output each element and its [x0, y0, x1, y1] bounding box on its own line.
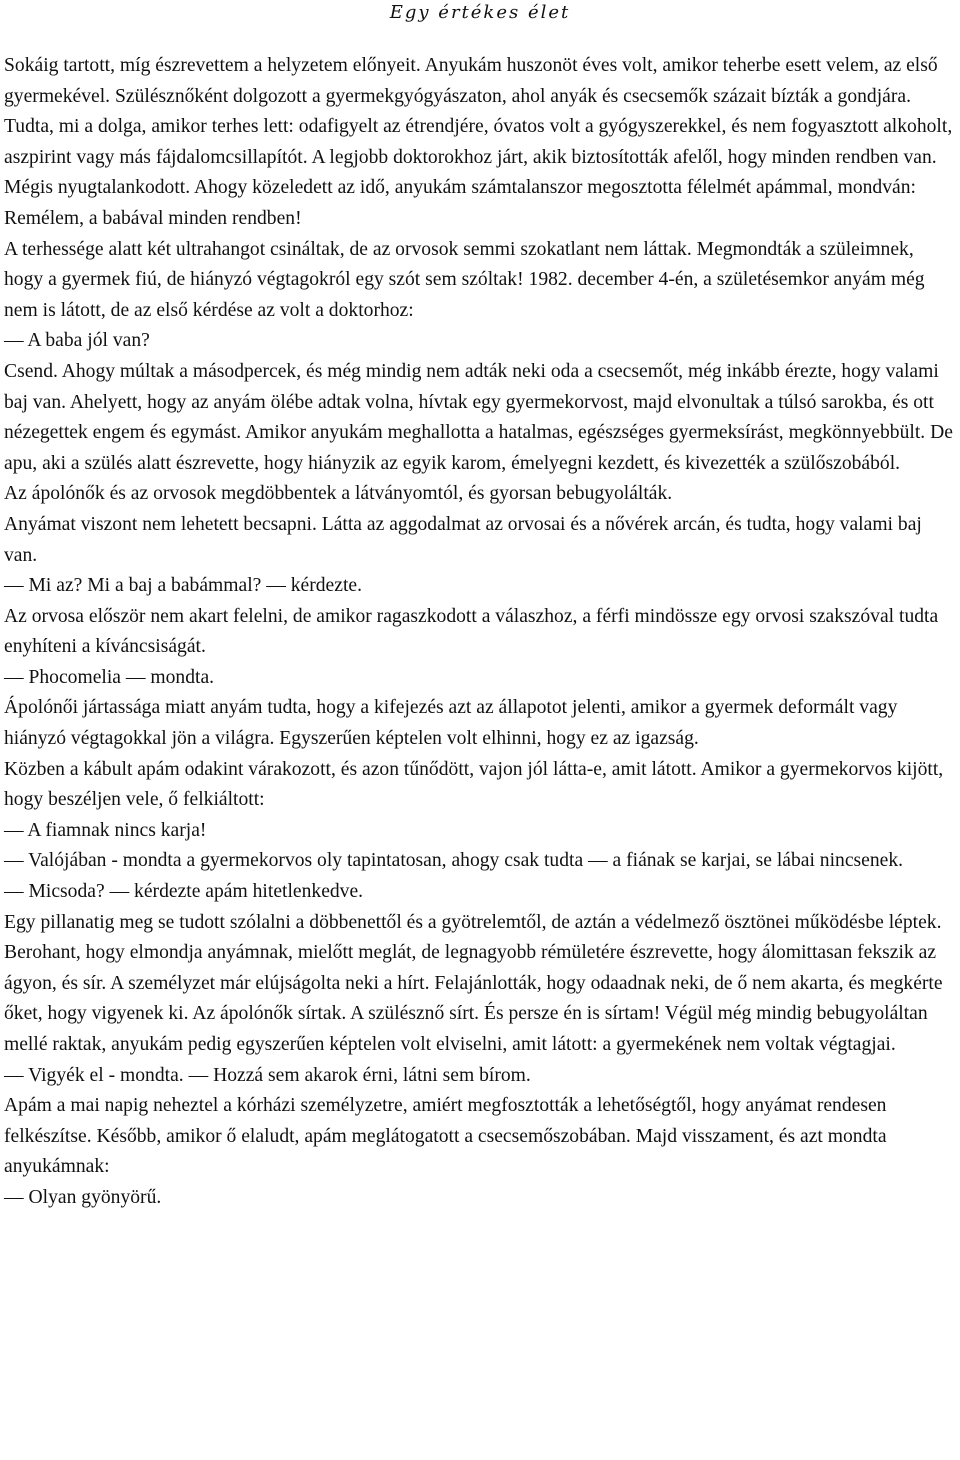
paragraph: A terhessége alatt két ultrahangot csináltak, de az orvosok semmi szokatlant nem láttak. Megmondták a szüleimnek, hogy a gyermek fiú, de hiányzó végtagokról egy szót sem szóltak! 1982. december 4-én, a születésemkor anyám még nem is látott, de az első kérdése az volt a doktorhoz: [4, 238, 925, 321]
paragraph: Sokáig tartott, míg észrevettem a helyzetem előnyeit. Anyukám huszonöt éves volt, amikor teherbe esett velem, az első gyermekével. Szülésznőként dolgozott a gyermekgyógyászaton, ahol anyák és csecsemők százait bízták a gondjára. Tudta, mi a dolga, amikor terhes lett: odafigyelt az étrendjére, óvatos volt a gyógyszerekkel, és nem fogyasztott alkoholt, aszpirint vagy más fájdalomcsillapítót. A legjobb doktorokhoz járt, akik biztosították afelől, hogy minden rendben van. [4, 55, 953, 168]
paragraph: Anyámat viszont nem lehetett becsapni. Látta az aggodalmat az orvosai és a nővérek arcán, és tudta, hogy valami baj van. [4, 513, 922, 566]
paragraph: Ápolónői jártassága miatt anyám tudta, hogy a kifejezés azt az állapotot jelenti, amikor a gyermek deformált vagy hiányzó végtagokkal jön a világra. Egyszerűen képtelen volt elhinni, hogy ez az igazság. [4, 697, 898, 750]
paragraph: Mégis nyugtalankodott. Ahogy közeledett az idő, anyukám számtalanszor megosztotta félelmét apámmal, mondván: Remélem, a babával minden rendben! [4, 177, 916, 229]
paragraph: Az orvosa először nem akart felelni, de amikor ragaszkodott a válaszhoz, a férfi mindössze egy orvosi szakszóval tudta enyhíteni a kíváncsiságát. [4, 605, 939, 658]
dialogue-line: — A baba jól van? [4, 330, 150, 352]
paragraph: Egy pillanatig meg se tudott szólalni a döbbenettől és a gyötrelemtől, de aztán a védelmező ösztönei működésbe léptek. Berohant, hogy elmondja anyámnak, mielőtt meglát, de legnagyobb rémületére észrevette, hogy álomittasan fekszik az ágyon, és sír. A személyzet már elújságolta neki a hírt. Felajánlották, hogy odaadnak neki, de ő nem akarta, és megkérte őket, hogy vigyenek ki. Az ápolónők sírtak. A szülésznő sírt. És persze én is sírtam! Végül még mindig bebugyoláltan mellé raktak, anyukám pedig egyszerűen képtelen volt elviselni, amit látott: a gyermekének nem voltak végtagjai. [4, 911, 943, 1055]
dialogue-line: — Micsoda? — kérdezte apám hitetlenkedve. [4, 881, 364, 903]
dialogue-line: — Olyan gyönyörű. [4, 1186, 162, 1208]
paragraph: Apám a mai napig neheztel a kórházi személyzetre, amiért megfosztották a lehetőségtől, hogy anyámat rendesen felkészítse. Később, amikor ő elaludt, apám meglátogatott a csecsemőszobában. Majd visszament, és azt mondta anyukámnak: [4, 1095, 887, 1178]
paragraph: Csend. Ahogy múltak a másodpercek, és még mindig nem adták neki oda a csecsemőt, még inkább érezte, hogy valami baj van. Ahelyett, hogy az anyám ölébe adtak volna, hívtak egy gyermekorvost, majd elvonultak a túlsó sarokba, és ott nézegettek engem és egymást. Amikor anyukám meghallotta a hatalmas, egészséges gyermeksírást, megkönnyebbült. De apu, aki a szülés alatt észrevette, hogy hiányzik az egyik karom, émelyegni kezdett, és kivezették a szülőszobából. [4, 360, 953, 474]
paragraph: Az ápolónők és az orvosok megdöbbentek a látványomtól, és gyorsan bebugyolálták. [4, 483, 673, 505]
document-body [4, 51, 954, 1214]
document-title: Egy értékes élet [389, 2, 571, 23]
dialogue-line: — Phocomelia — mondta. [4, 666, 215, 688]
dialogue-line: — Mi az? Mi a baj a babámmal? — kérdezte. [4, 575, 362, 597]
dialogue-line: — Vigyék el - mondta. — Hozzá sem akarok érni, látni sem bírom. [4, 1064, 531, 1086]
dialogue-line: — A fiamnak nincs karja! [4, 819, 207, 841]
dialogue-line: — Valójában - mondta a gyermekorvos oly tapintatosan, ahogy csak tudta — a fiának se karjai, se lábai nincsenek. [4, 850, 904, 872]
paragraph: Közben a kábult apám odakint várakozott, és azon tűnődött, vajon jól látta-e, amit látott. Amikor a gyermekorvos kijött, hogy beszéljen vele, ő felkiáltott: [4, 758, 944, 811]
